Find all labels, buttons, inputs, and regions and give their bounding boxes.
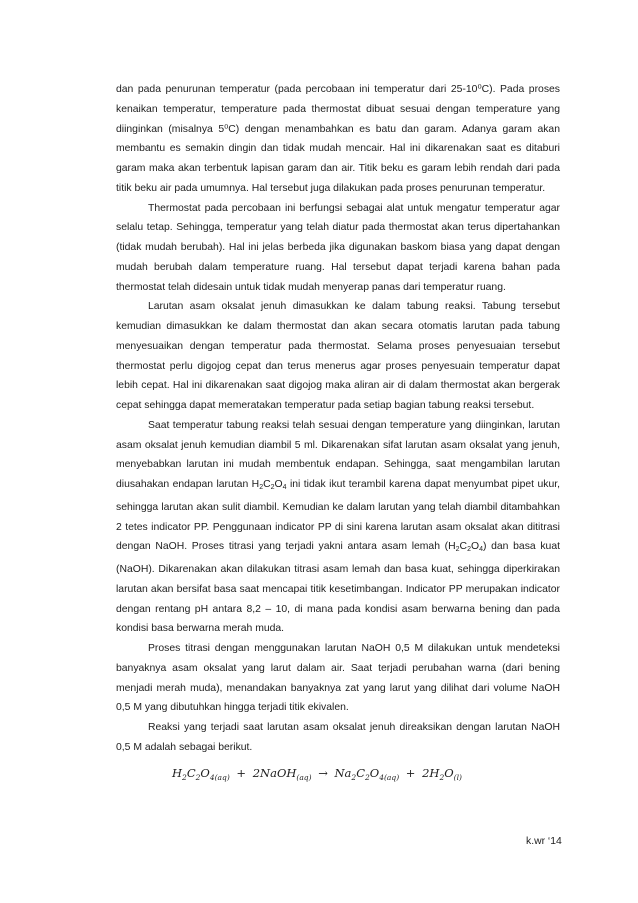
- body-text: [116, 80, 560, 758]
- page-footer: k.wr ‘14: [526, 836, 562, 847]
- product-sodium-oxalate: $Na_2C_2O_{4(aq)}$: [334, 766, 400, 782]
- paragraph-6: Reaksi yang terjadi saat larutan asam oksalat jenuh direaksikan dengan larutan NaOH 0,5 M adalah sebagai berikut.: [116, 722, 560, 753]
- plus-sign: +: [236, 766, 247, 780]
- paragraph-4: Saat temperatur tabung reaksi telah sesuai dengan temperature yang diinginkan, larutan asam oksalat jenuh kemudian diambil 5 ml. Dikarenakan sifat larutan asam oksalat yang jenuh, menyebabkan larutan ini mudah membentuk endapan. Sehingga, saat mengambilan larutan diusahakan endapan larutan $H_2C_2O_4$ ini tidak ikut terambil karena dapat menyumbat pipet ukur, sehingga larutan akan sulit diambil. Kemudian ke dalam larutan yang telah diambil ditambahkan 2 tetes indicator PP. Penggunaan indicator PP di sini karena larutan asam oksalat akan dititrasi dengan NaOH. Proses titrasi yang terjadi yakni antara asam lemah $(H_2C_2O_4)$ dan basa kuat (NaOH). Dikarenakan akan dilakukan titrasi asam lemah dan basa kuat, sehingga diperkirakan larutan akan bersifat basa saat mencapai titik kesetimbangan. Indicator PP merupakan indicator dengan rentang pH antara 8,2 – 10, di mana pada kondisi asam berwarna bening dan pada kondisi basa berwarna merah muda.: [116, 419, 560, 635]
- reactant-naoh: 2NaOH$_{(aq)}$: [252, 766, 312, 782]
- product-water: $2H_2O_{(l)}$: [422, 766, 462, 782]
- paragraph-3: Larutan asam oksalat jenuh dimasukkan ke dalam tabung reaksi. Tabung tersebut kemudian dimasukkan ke dalam thermostat dan akan secara otomatis larutan pada tabung menyesuaikan dengan temperatur pada thermostat. Selama proses penyesuaian tersebut thermostat perlu digojog cepat dan terus menerus agar proses penyesuain temperatur dapat lebih cepat. Hal ini dikarenakan saat digojog maka aliran air di dalam thermostat akan bergerak cepat sehingga dapat memeratakan temperatur pada setiap bagian tabung reaksi tersebut.: [116, 301, 560, 411]
- reaction-arrow: →: [318, 766, 328, 780]
- reactant-oxalic-acid: $H_2C_2O_{4(aq)}$: [172, 766, 230, 782]
- paragraph-5: Proses titrasi dengan menggunakan larutan NaOH 0,5 M dilakukan untuk mendeteksi banyaknya asam oksalat yang larut dalam air. Saat terjadi perubahan warna (dari bening menjadi merah muda), menandakan banyaknya zat yang larut yang dilihat dari volume NaOH 0,5 M yang dibutuhkan hingga terjadi titik ekivalen.: [116, 643, 560, 714]
- reaction-equation: [172, 766, 462, 782]
- plus-sign: +: [405, 766, 416, 780]
- paragraph-1: dan pada penurunan temperatur (pada percobaan ini temperatur dari 25-10⁰C). Pada proses kenaikan temperatur, temperature pada thermostat dibuat sesuai dengan temperature yang diinginkan (misalnya 5⁰C) dengan menambahkan es batu dan garam. Adanya garam akan membantu es semakin dingin dan tidak mudah mencair. Hal ini dikarenakan saat es ditaburi garam maka akan terbentuk lapisan garam dan air. Titik beku es garam lebih rendah dari pada titik beku air pada umumnya. Hal tersebut juga dilakukan pada proses penurunan temperatur.: [116, 84, 560, 194]
- paragraph-2: Thermostat pada percobaan ini berfungsi sebagai alat untuk mengatur temperatur agar selalu tetap. Sehingga, temperatur yang telah diatur pada thermostat akan terus dipertahankan (tidak mudah berubah). Hal ini jelas berbeda jika digunakan baskom biasa yang dapat dengan mudah berubah dalam temperature ruang. Hal tersebut dapat terjadi karena bahan pada thermostat telah didesain untuk tidak mudah menyerap panas dari temperatur ruang.: [116, 202, 560, 293]
